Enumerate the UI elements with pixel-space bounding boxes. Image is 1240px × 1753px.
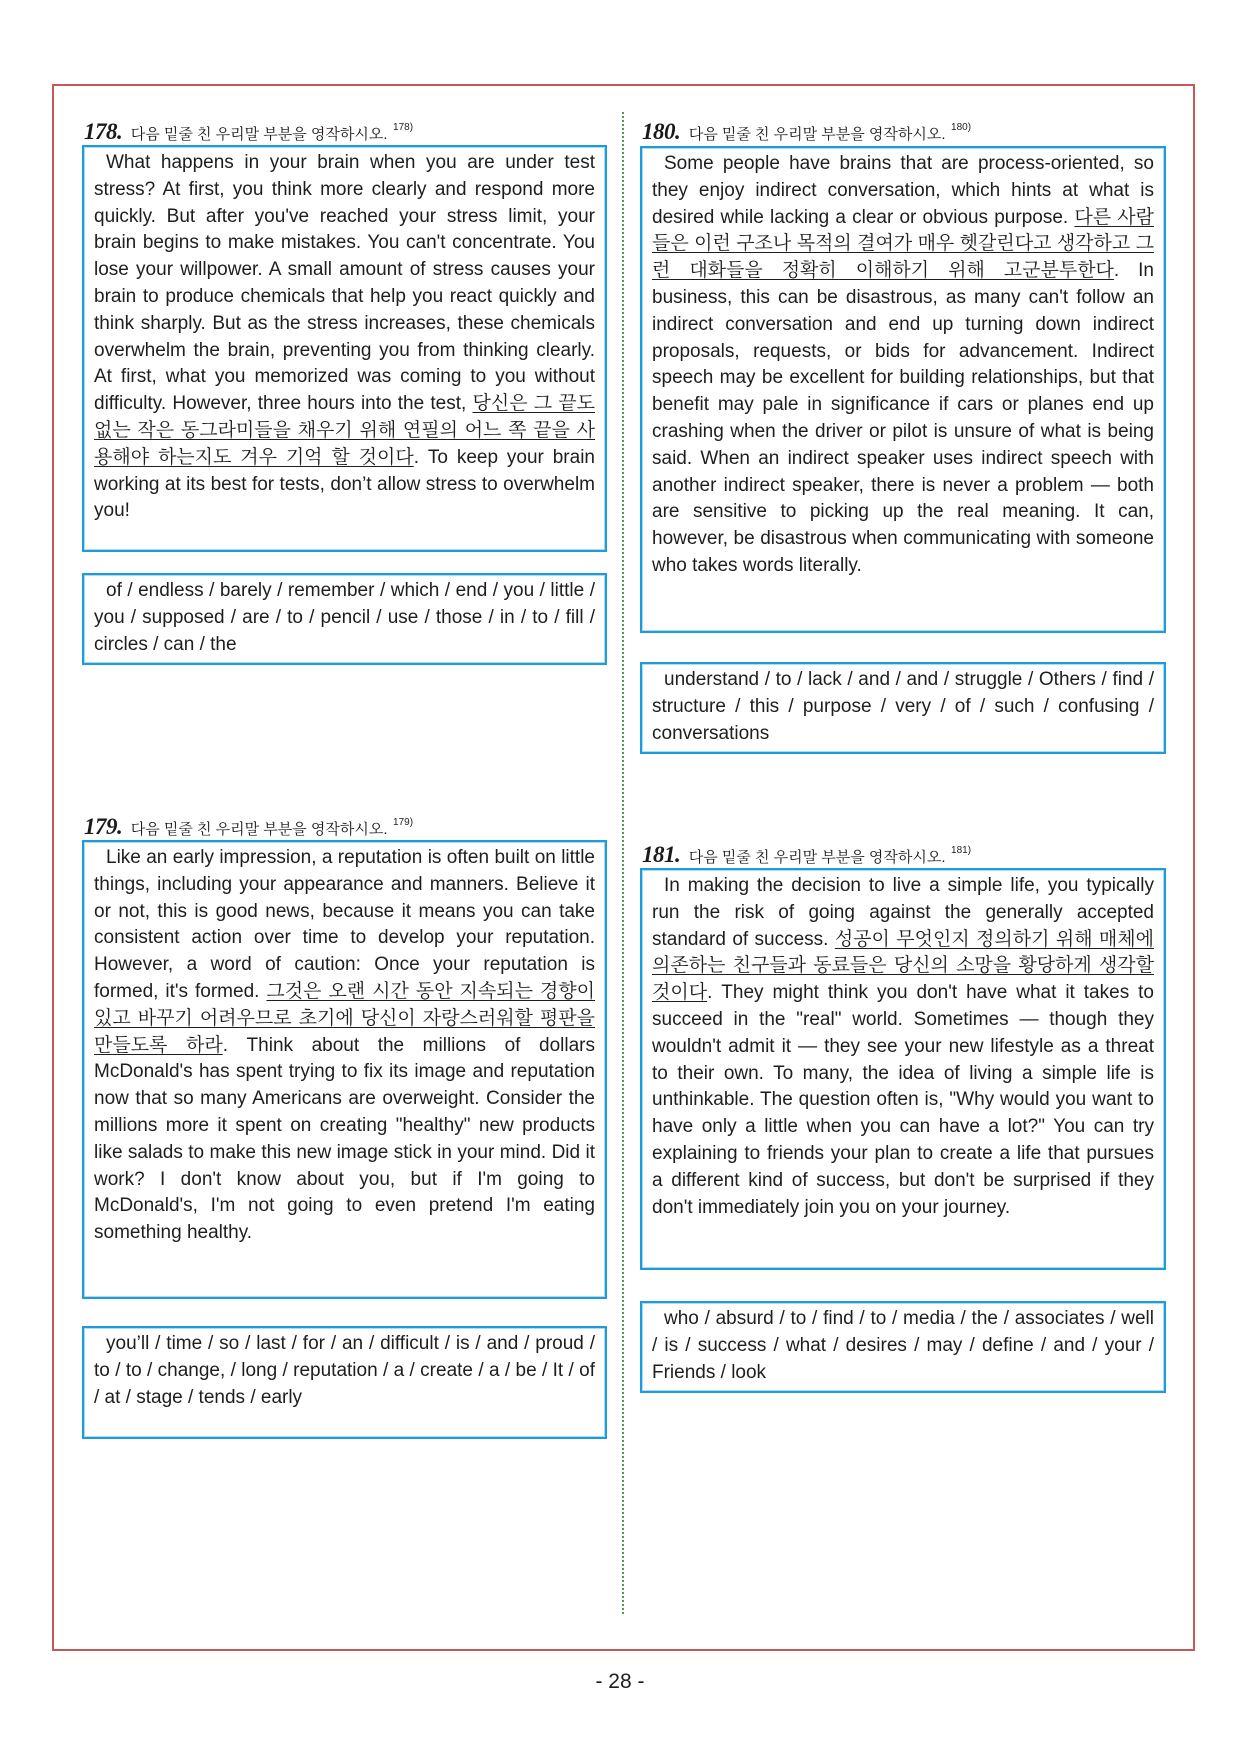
passage-text-after: . Think about the millions of dollars McDonald's has spent trying to fix its image and reputation now that so many Americans are overweight. Consider the millions more it spent on creating "healthy" new products like salads to make this new image stick in your mind. Did it work? I don't know about you, but if I'm going to McDonald's, I'm not going to even pretend I'm eating something healthy. xyxy=(94,1034,595,1244)
footnote-marker: 181) xyxy=(951,845,972,856)
question-181-header xyxy=(642,836,971,866)
question-181-passage-box xyxy=(640,868,1166,1270)
passage-text-after: . To keep your brain working at its best for tests, don’t allow stress to overwhelm you! xyxy=(94,446,595,522)
passage-text xyxy=(652,873,1154,1221)
passage-text xyxy=(652,151,1154,580)
passage-text-before: What happens in your brain when you are under test stress? At first, you think more clearly and respond more quickly. But after you've reached your stress limit, your brain begins to make mistakes. You can't concentrate. You lose your willpower. A small amount of stress causes your brain to produce chemicals that help you react quickly and think sharply. But as the stress increases, these chemicals overwhelm the brain, preventing you from thinking clearly. At first, what you memorized was coming to you without difficulty. However, three hours into the test, xyxy=(94,152,595,415)
passage-underlined-korean: 그것은 오랜 시간 동안 지속되는 경향이 있고 바꾸기 어려우므로 초기에 당신이 자랑스러워할 평판을 만들도록 하라 xyxy=(94,980,595,1056)
question-178-word-bank xyxy=(82,573,607,665)
column-divider xyxy=(622,112,624,1614)
question-number: 178. xyxy=(84,119,123,144)
question-number: 180. xyxy=(642,119,681,144)
passage-text xyxy=(94,845,595,1247)
word-bank-text: who / absurd / to / find / to / media / the / associates / well / is / success / what / desires / may / define / and / your / Friends / look xyxy=(652,1308,1154,1383)
passage-underlined-korean: 당신은 그 끝도 없는 작은 동그라미들을 채우기 위해 연필의 어느 쪽 끝을 사용해야 하는지도 겨우 기억 할 것이다 xyxy=(94,393,595,468)
question-178-header xyxy=(84,113,413,143)
question-180-passage-box xyxy=(640,146,1166,633)
footnote-marker: 180) xyxy=(951,122,972,133)
passage-text-after: . In business, this can be disastrous, as many can't follow an indirect conversation and end up turning down indirect proposals, requests, or bids for advancement. Indirect speech may be excellent for building relationships, but that benefit may pale in significance if cars or planes end up crashing when the driver or pilot is unsure of what is being said. When an indirect speaker uses indirect speech with another indirect speaker, there is never a problem — both are sensitive to picking up the real meaning. It can, however, be disastrous when communicating with someone who takes words literally. xyxy=(652,260,1154,576)
question-180-word-bank xyxy=(640,662,1166,754)
footnote-marker: 179) xyxy=(393,817,414,828)
question-179-passage-box xyxy=(82,840,607,1299)
passage-underlined-korean: 다른 사람들은 이런 구조나 목적의 결여가 매우 헷갈린다고 생각하고 그런 대화들을 정확히 이해하기 위해 고군분투한다 xyxy=(652,206,1155,282)
passage-text-before: Some people have brains that are process-oriented, so they enjoy indirect conversation, which hints at what is desired while lacking a clear or obvious purpose. xyxy=(652,153,1154,228)
passage-text xyxy=(94,150,595,525)
question-instruction: 다음 밑줄 친 우리말 부분을 영작하시오. xyxy=(130,126,388,143)
word-bank-text: of / endless / barely / remember / which / end / you / little / you / supposed / are / to / pencil / use / those / in / to / fill / circles / can / the xyxy=(94,580,595,655)
passage-underlined-korean: 성공이 무엇인지 정의하기 위해 매체에 의존하는 친구들과 동료들은 당신의 소망을 황당하게 생각할 것이다 xyxy=(652,928,1154,1004)
question-179-header xyxy=(84,808,413,838)
question-number: 181. xyxy=(642,842,681,867)
question-instruction: 다음 밑줄 친 우리말 부분을 영작하시오. xyxy=(688,849,946,866)
word-bank-text: you’ll / time / so / last / for / an / difficult / is / and / proud / to / to / change, / long / reputation / a / create / a / be / It / of / at / stage / tends / early xyxy=(94,1333,595,1408)
passage-text-after: . They might think you don't have what it takes to succeed in the "real" world. Sometimes — though they wouldn't admit it — they see your new lifestyle as a threat to their own. To many, the idea of living a simple life is unthinkable. The question often is, "Why would you want to have only a little when you can have a lot?" You can try explaining to friends your plan to create a life that pursues a different kind of success, but don't be surprised if they don't immediately join you on your journey. xyxy=(652,982,1154,1218)
question-instruction: 다음 밑줄 친 우리말 부분을 영작하시오. xyxy=(130,821,388,838)
passage-text-before: Like an early impression, a reputation is often built on little things, including your appearance and manners. Believe it or not, this is good news, because it means you can take consistent action over time to develop your reputation. However, a word of caution: Once your reputation is formed, it's formed. xyxy=(94,847,595,1002)
page-number: - 28 - xyxy=(595,1670,645,1693)
question-179-word-bank xyxy=(82,1326,607,1439)
word-bank-text: understand / to / lack / and / and / struggle / Others / find / structure / this / purpose / very / of / such / confusing / conversations xyxy=(652,669,1154,744)
question-178-passage-box xyxy=(82,145,607,552)
question-181-word-bank xyxy=(640,1301,1166,1393)
question-180-header xyxy=(642,113,971,143)
footnote-marker: 178) xyxy=(393,122,414,133)
question-instruction: 다음 밑줄 친 우리말 부분을 영작하시오. xyxy=(688,126,946,143)
question-number: 179. xyxy=(84,814,123,839)
passage-text-before: In making the decision to live a simple life, you typically run the risk of going against the generally accepted standard of success. xyxy=(652,875,1154,950)
